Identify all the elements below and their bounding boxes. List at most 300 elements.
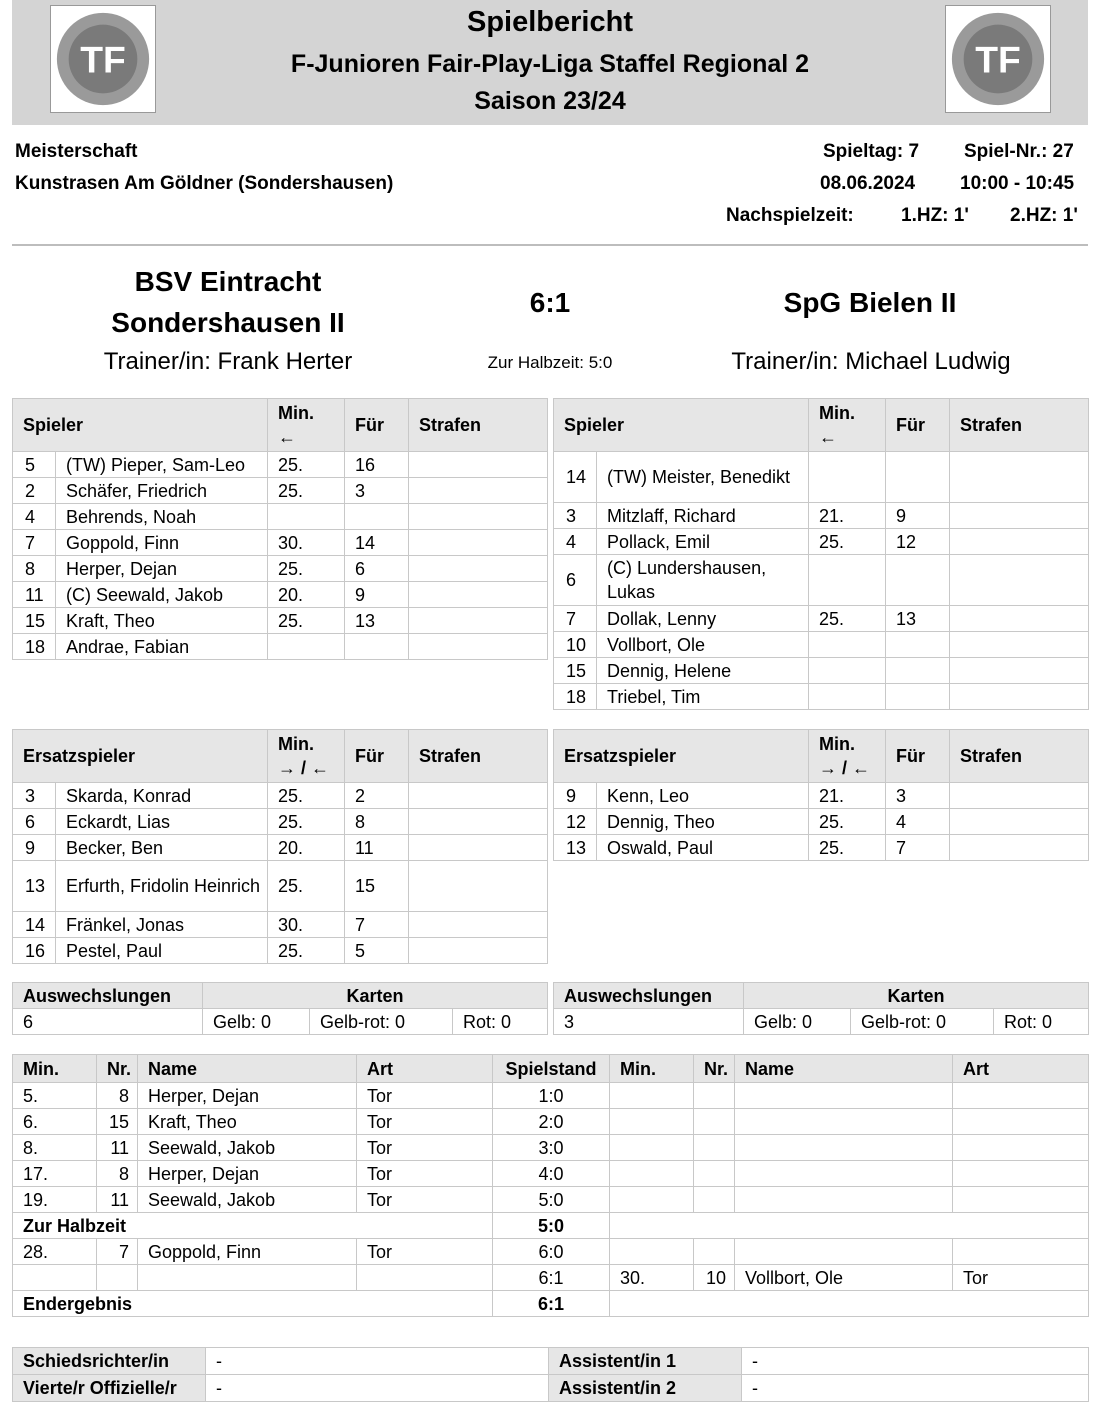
away-event-minute (610, 1135, 694, 1161)
player-number: 12 (554, 809, 597, 835)
player-number: 4 (554, 529, 597, 555)
col-event-art: Art (357, 1055, 493, 1083)
player-row (554, 658, 1089, 684)
player-penalties (950, 783, 1089, 809)
player-name: (TW) Meister, Benedikt (597, 452, 809, 503)
col-event-name: Name (138, 1055, 357, 1083)
player-minute (268, 634, 345, 660)
player-penalties (950, 503, 1089, 529)
away-event-minute (610, 1083, 694, 1109)
player-number: 16 (13, 938, 56, 964)
away-substitution-count: 3 (554, 1009, 744, 1035)
col-min-label: Min. (278, 403, 314, 423)
player-number: 13 (554, 835, 597, 861)
player-replaced: 4 (886, 809, 950, 835)
player-penalties (950, 555, 1089, 606)
event-summary-row (13, 1291, 1089, 1317)
event-summary-label: Endergebnis (13, 1291, 493, 1317)
player-minute: 25. (268, 783, 345, 809)
player-name: Oswald, Paul (597, 835, 809, 861)
col-min-label: Min. (819, 403, 855, 423)
event-row (13, 1135, 1089, 1161)
player-penalties (409, 835, 548, 861)
player-minute: 25. (268, 938, 345, 964)
home-event-type (357, 1265, 493, 1291)
event-score: 1:0 (493, 1083, 610, 1109)
fourth-official-label: Vierte/r Offizielle/r (13, 1375, 206, 1402)
home-team-name (60, 261, 396, 343)
away-event-type (953, 1239, 1089, 1265)
extra-time-first-half: 1.HZ: 1' (901, 205, 969, 226)
logo-letters: TF (80, 38, 126, 81)
event-summary-filler (610, 1291, 1089, 1317)
col-min (809, 399, 886, 452)
season: Saison 23/24 (474, 87, 626, 115)
player-replaced: 14 (345, 530, 409, 556)
player-penalties (409, 478, 548, 504)
player-penalties (409, 608, 548, 634)
player-row (554, 452, 1089, 503)
home-event-type: Tor (357, 1187, 493, 1213)
player-row (13, 835, 548, 861)
player-name: Pollack, Emil (597, 529, 809, 555)
away-red-cards: Rot: 0 (994, 1009, 1089, 1035)
player-name: Herper, Dejan (56, 556, 268, 582)
event-summary-row (13, 1213, 1089, 1239)
home-event-player: Kraft, Theo (138, 1109, 357, 1135)
player-name: Fränkel, Jonas (56, 912, 268, 938)
player-replaced (345, 634, 409, 660)
player-number: 9 (13, 835, 56, 861)
away-event-number (694, 1083, 735, 1109)
col-strafen: Strafen (409, 730, 548, 783)
player-penalties (950, 632, 1089, 658)
assistant2-label: Assistent/in 2 (549, 1375, 742, 1402)
home-lineup-table (12, 398, 548, 660)
col-min (268, 399, 345, 452)
away-event-minute (610, 1187, 694, 1213)
player-number: 3 (13, 783, 56, 809)
event-score: 6:1 (493, 1265, 610, 1291)
col-event-name: Name (735, 1055, 953, 1083)
player-penalties (409, 530, 548, 556)
col-karten: Karten (203, 983, 548, 1009)
player-row (554, 555, 1089, 606)
player-minute: 21. (809, 503, 886, 529)
home-event-minute: 8. (13, 1135, 97, 1161)
event-row (13, 1161, 1089, 1187)
away-event-minute (610, 1109, 694, 1135)
player-replaced: 16 (345, 452, 409, 478)
home-trainer: Trainer/in: Frank Herter (103, 348, 353, 375)
event-row (13, 1083, 1089, 1109)
player-number: 14 (554, 452, 597, 503)
player-number: 9 (554, 783, 597, 809)
col-spieler: Spieler (554, 399, 809, 452)
player-penalties (409, 783, 548, 809)
col-strafen: Strafen (950, 399, 1089, 452)
player-minute: 25. (809, 606, 886, 632)
event-row (13, 1239, 1089, 1265)
col-event-min: Min. (610, 1055, 694, 1083)
away-cards-table (553, 982, 1089, 1035)
event-score: 5:0 (493, 1213, 610, 1239)
event-row (13, 1109, 1089, 1135)
away-event-number (694, 1239, 735, 1265)
event-score: 3:0 (493, 1135, 610, 1161)
player-number: 5 (13, 452, 56, 478)
matchday: Spieltag: 7 (823, 141, 920, 162)
player-minute: 25. (809, 809, 886, 835)
player-penalties (409, 912, 548, 938)
player-replaced: 8 (345, 809, 409, 835)
col-min (268, 730, 345, 783)
player-row (554, 632, 1089, 658)
player-minute: 25. (268, 478, 345, 504)
player-number: 6 (13, 809, 56, 835)
match-type: Meisterschaft (15, 141, 138, 162)
player-name: Mitzlaff, Richard (597, 503, 809, 529)
away-event-player (735, 1109, 953, 1135)
assistant1-label: Assistent/in 1 (549, 1348, 742, 1375)
player-row (554, 503, 1089, 529)
player-minute: 20. (268, 582, 345, 608)
home-event-minute: 28. (13, 1239, 97, 1265)
player-name: (C) Lundershausen, Lukas (597, 555, 809, 606)
away-event-number (694, 1109, 735, 1135)
home-event-minute: 5. (13, 1083, 97, 1109)
player-penalties (950, 658, 1089, 684)
player-penalties (409, 582, 548, 608)
player-penalties (409, 556, 548, 582)
away-yellow-cards: Gelb: 0 (744, 1009, 851, 1035)
player-minute: 25. (268, 608, 345, 634)
away-lineup-table (553, 398, 1089, 710)
player-minute (809, 555, 886, 606)
col-auswechslungen: Auswechslungen (554, 983, 744, 1009)
event-score: 2:0 (493, 1109, 610, 1135)
home-cards-table (12, 982, 548, 1035)
player-minute: 25. (268, 556, 345, 582)
player-penalties (409, 809, 548, 835)
player-row (13, 478, 548, 504)
home-event-type: Tor (357, 1083, 493, 1109)
away-event-player (735, 1135, 953, 1161)
away-event-type (953, 1109, 1089, 1135)
event-score: 5:0 (493, 1187, 610, 1213)
home-event-type: Tor (357, 1161, 493, 1187)
away-event-minute (610, 1161, 694, 1187)
home-event-number: 8 (97, 1161, 138, 1187)
away-event-minute (610, 1239, 694, 1265)
player-number: 4 (13, 504, 56, 530)
col-strafen: Strafen (409, 399, 548, 452)
player-name: Skarda, Konrad (56, 783, 268, 809)
col-fuer: Für (345, 730, 409, 783)
player-replaced (886, 452, 950, 503)
player-replaced: 6 (345, 556, 409, 582)
player-replaced: 9 (345, 582, 409, 608)
player-replaced: 15 (345, 861, 409, 912)
player-minute: 25. (268, 861, 345, 912)
player-name: Triebel, Tim (597, 684, 809, 710)
col-event-art: Art (953, 1055, 1089, 1083)
player-minute: 25. (268, 809, 345, 835)
home-event-number: 15 (97, 1109, 138, 1135)
player-name: Behrends, Noah (56, 504, 268, 530)
home-event-number: 7 (97, 1239, 138, 1265)
away-event-player: Vollbort, Ole (735, 1265, 953, 1291)
player-replaced: 2 (345, 783, 409, 809)
away-subs-table (553, 729, 1089, 861)
final-score: 6:1 (529, 287, 571, 318)
away-team-name: SpG Bielen II (783, 287, 957, 318)
player-minute (809, 658, 886, 684)
player-penalties (409, 861, 548, 912)
player-row (13, 452, 548, 478)
home-event-number: 11 (97, 1187, 138, 1213)
player-penalties (950, 452, 1089, 503)
event-score: 6:0 (493, 1239, 610, 1265)
player-penalties (950, 835, 1089, 861)
player-row (13, 530, 548, 556)
home-team-line1: BSV Eintracht (134, 266, 322, 297)
event-row (13, 1187, 1089, 1213)
home-event-number: 11 (97, 1135, 138, 1161)
player-row (13, 912, 548, 938)
col-auswechslungen: Auswechslungen (13, 983, 203, 1009)
away-event-number (694, 1135, 735, 1161)
home-event-minute: 19. (13, 1187, 97, 1213)
referee-label: Schiedsrichter/in (13, 1348, 206, 1375)
player-number: 15 (13, 608, 56, 634)
player-number: 3 (554, 503, 597, 529)
col-event-min: Min. (13, 1055, 97, 1083)
player-replaced (886, 658, 950, 684)
player-minute: 25. (809, 835, 886, 861)
home-yellow-cards: Gelb: 0 (203, 1009, 310, 1035)
col-strafen: Strafen (950, 730, 1089, 783)
player-penalties (409, 504, 548, 530)
player-name: (TW) Pieper, Sam-Leo (56, 452, 268, 478)
player-minute: 21. (809, 783, 886, 809)
report-title: Spielbericht (467, 6, 633, 38)
col-min-arrow: ← (278, 427, 296, 447)
col-fuer: Für (345, 399, 409, 452)
player-penalties (950, 809, 1089, 835)
player-penalties (409, 938, 548, 964)
player-number: 2 (13, 478, 56, 504)
assistant1-value: - (742, 1348, 1089, 1375)
home-yellow-red-cards: Gelb-rot: 0 (310, 1009, 453, 1035)
player-row (554, 684, 1089, 710)
player-name: Becker, Ben (56, 835, 268, 861)
away-event-type (953, 1135, 1089, 1161)
player-number: 18 (554, 684, 597, 710)
player-replaced (345, 504, 409, 530)
away-event-player (735, 1161, 953, 1187)
player-row (13, 608, 548, 634)
player-row (554, 529, 1089, 555)
player-replaced: 13 (886, 606, 950, 632)
divider (12, 244, 1088, 246)
player-replaced: 11 (345, 835, 409, 861)
player-number: 7 (554, 606, 597, 632)
fourth-official-value: - (206, 1375, 549, 1402)
extra-time-second-half: 2.HZ: 1' (1010, 205, 1078, 226)
player-row (13, 504, 548, 530)
player-number: 11 (13, 582, 56, 608)
player-name: Erfurth, Fridolin Heinrich (56, 861, 268, 912)
away-event-number: 10 (694, 1265, 735, 1291)
player-penalties (950, 529, 1089, 555)
player-replaced: 3 (345, 478, 409, 504)
home-event-player: Seewald, Jakob (138, 1187, 357, 1213)
player-name: Schäfer, Friedrich (56, 478, 268, 504)
col-fuer: Für (886, 730, 950, 783)
home-event-player (138, 1265, 357, 1291)
home-event-player: Herper, Dejan (138, 1083, 357, 1109)
player-replaced: 3 (886, 783, 950, 809)
col-ersatzspieler: Ersatzspieler (13, 730, 268, 783)
away-event-type: Tor (953, 1265, 1089, 1291)
col-min-arrow: → / ← (278, 758, 330, 778)
player-row (554, 783, 1089, 809)
home-event-type: Tor (357, 1109, 493, 1135)
player-name: Kenn, Leo (597, 783, 809, 809)
col-min-label: Min. (278, 734, 314, 754)
home-red-cards: Rot: 0 (453, 1009, 548, 1035)
player-minute: 30. (268, 912, 345, 938)
away-event-minute: 30. (610, 1265, 694, 1291)
home-event-number (97, 1265, 138, 1291)
home-subs-table (12, 729, 548, 964)
player-name: Eckardt, Lias (56, 809, 268, 835)
player-replaced: 7 (345, 912, 409, 938)
player-replaced: 12 (886, 529, 950, 555)
away-event-type (953, 1187, 1089, 1213)
halftime-score: Zur Halbzeit: 5:0 (487, 353, 613, 372)
player-penalties (409, 452, 548, 478)
player-number: 6 (554, 555, 597, 606)
player-name: Kraft, Theo (56, 608, 268, 634)
player-row (13, 634, 548, 660)
col-min (809, 730, 886, 783)
col-spieler: Spieler (13, 399, 268, 452)
col-spielstand: Spielstand (493, 1055, 610, 1083)
away-event-number (694, 1187, 735, 1213)
player-row (13, 809, 548, 835)
player-number: 13 (13, 861, 56, 912)
home-event-minute: 17. (13, 1161, 97, 1187)
col-karten: Karten (744, 983, 1089, 1009)
logo-letters: TF (975, 38, 1021, 81)
home-event-player: Goppold, Finn (138, 1239, 357, 1265)
player-minute (268, 504, 345, 530)
player-name: Goppold, Finn (56, 530, 268, 556)
away-event-type (953, 1083, 1089, 1109)
away-event-number (694, 1161, 735, 1187)
league-name: F-Junioren Fair-Play-Liga Staffel Regional 2 (290, 50, 810, 78)
away-trainer: Trainer/in: Michael Ludwig (731, 348, 1011, 375)
assistant2-value: - (742, 1375, 1089, 1402)
extra-time-label: Nachspielzeit: (726, 205, 854, 226)
player-minute: 25. (268, 452, 345, 478)
player-replaced: 7 (886, 835, 950, 861)
player-name: Dennig, Helene (597, 658, 809, 684)
venue: Kunstrasen Am Göldner (Sondershausen) (15, 173, 394, 194)
player-minute: 30. (268, 530, 345, 556)
player-replaced: 5 (345, 938, 409, 964)
player-minute (809, 684, 886, 710)
match-events-table (12, 1054, 1089, 1317)
home-event-number: 8 (97, 1083, 138, 1109)
player-number: 10 (554, 632, 597, 658)
event-score: 6:1 (493, 1291, 610, 1317)
player-minute (809, 452, 886, 503)
event-row (13, 1265, 1089, 1291)
home-event-minute (13, 1265, 97, 1291)
player-row (13, 556, 548, 582)
player-minute: 25. (809, 529, 886, 555)
player-penalties (409, 634, 548, 660)
away-event-player (735, 1187, 953, 1213)
player-minute (809, 632, 886, 658)
player-name: Pestel, Paul (56, 938, 268, 964)
col-event-nr: Nr. (694, 1055, 735, 1083)
player-name: Dennig, Theo (597, 809, 809, 835)
player-number: 15 (554, 658, 597, 684)
officials-table (12, 1347, 1089, 1402)
col-min-arrow: → / ← (819, 758, 871, 778)
player-replaced: 13 (345, 608, 409, 634)
player-name: Andrae, Fabian (56, 634, 268, 660)
home-event-type: Tor (357, 1239, 493, 1265)
col-min-label: Min. (819, 734, 855, 754)
player-name: (C) Seewald, Jakob (56, 582, 268, 608)
away-yellow-red-cards: Gelb-rot: 0 (851, 1009, 994, 1035)
match-time: 10:00 - 10:45 (960, 173, 1075, 194)
home-team-line2: Sondershausen II (111, 307, 345, 338)
player-penalties (950, 606, 1089, 632)
player-row (554, 606, 1089, 632)
report-header (12, 0, 1088, 125)
col-ersatzspieler: Ersatzspieler (554, 730, 809, 783)
col-min-arrow: ← (819, 427, 837, 447)
player-minute: 20. (268, 835, 345, 861)
home-event-player: Herper, Dejan (138, 1161, 357, 1187)
player-replaced (886, 555, 950, 606)
away-event-type (953, 1161, 1089, 1187)
match-number: Spiel-Nr.: 27 (964, 141, 1074, 162)
event-summary-filler (610, 1213, 1089, 1239)
player-row (554, 835, 1089, 861)
col-fuer: Für (886, 399, 950, 452)
event-score: 4:0 (493, 1161, 610, 1187)
match-date: 08.06.2024 (820, 173, 916, 194)
home-event-player: Seewald, Jakob (138, 1135, 357, 1161)
player-row (554, 809, 1089, 835)
player-replaced (886, 632, 950, 658)
event-summary-label: Zur Halbzeit (13, 1213, 493, 1239)
player-replaced (886, 684, 950, 710)
player-name: Dollak, Lenny (597, 606, 809, 632)
referee-value: - (206, 1348, 549, 1375)
player-number: 18 (13, 634, 56, 660)
player-number: 14 (13, 912, 56, 938)
col-event-nr: Nr. (97, 1055, 138, 1083)
player-row (13, 938, 548, 964)
